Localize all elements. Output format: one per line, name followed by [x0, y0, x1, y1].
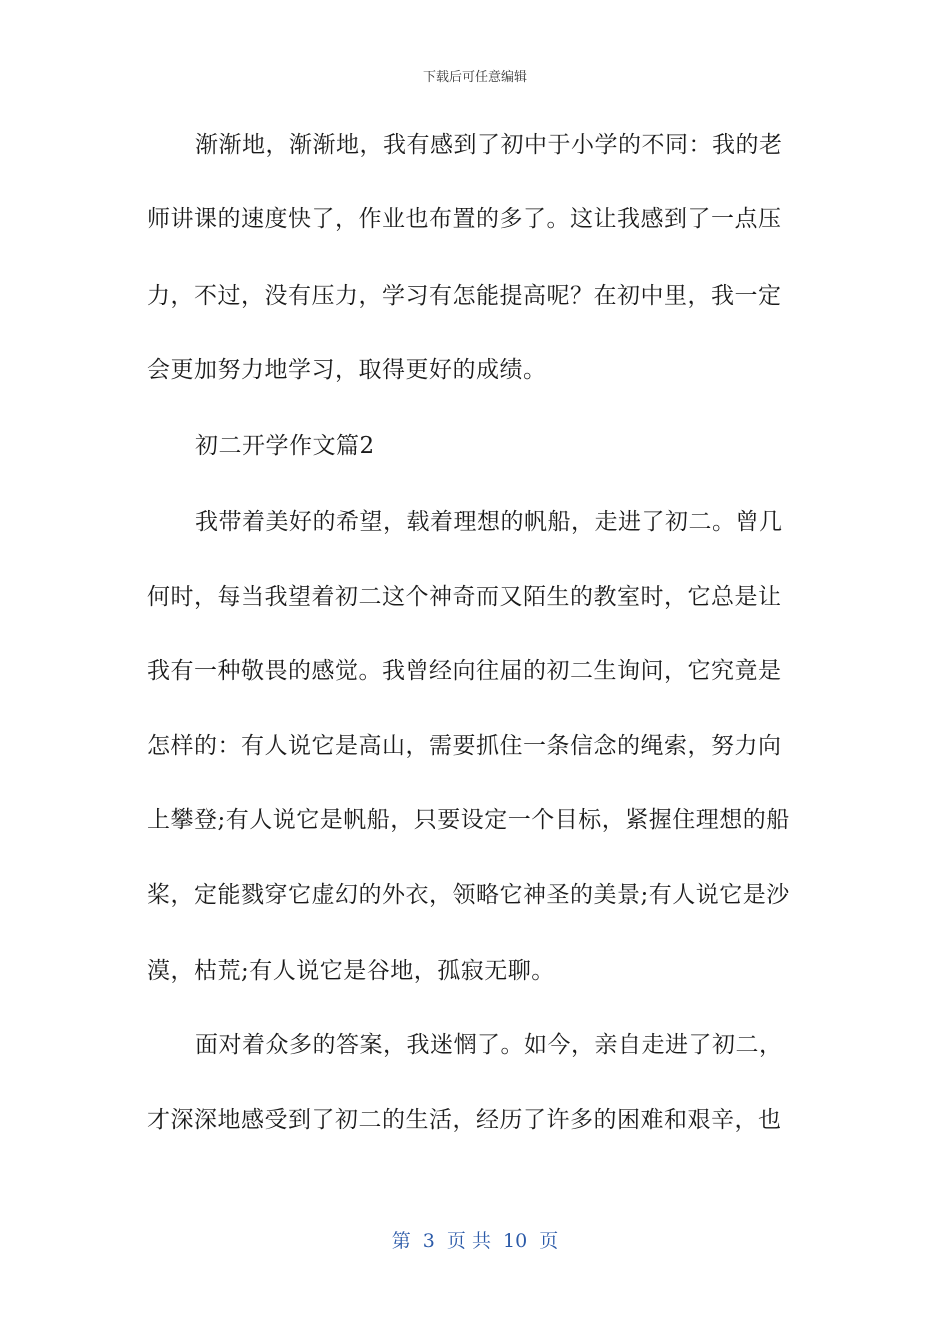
paragraph-line: 才深深地感受到了初二的生活，经历了许多的困难和艰辛，也: [147, 1107, 782, 1133]
paragraph-line: 我有一种敬畏的感觉。我曾经向往届的初二生询问，它究竟是: [147, 658, 782, 684]
page-current: 3: [422, 1230, 435, 1252]
paragraph-line: 会更加努力地学习，取得更好的成绩。: [147, 357, 547, 383]
page-header: 下载后可任意编辑: [422, 70, 527, 85]
paragraph-line: 力，不过，没有压力，学习有怎能提高呢？在初中里，我一定: [147, 283, 782, 309]
page-total: 10: [503, 1230, 528, 1252]
paragraph-line: 漠，枯荒;有人说它是谷地，孤寂无聊。: [147, 958, 555, 984]
paragraph-line: 桨，定能戮穿它虚幻的外衣，领略它神圣的美景;有人说它是沙: [147, 882, 790, 908]
page-label-prefix: 第: [391, 1230, 411, 1252]
paragraph-line: 师讲课的速度快了，作业也布置的多了。这让我感到了一点压: [147, 206, 782, 232]
section-heading: 初二开学作文篇2: [195, 433, 375, 459]
page-label-suffix: 页: [539, 1230, 559, 1252]
paragraph-line: 上攀登;有人说它是帆船，只要设定一个目标，紧握住理想的船: [147, 807, 790, 833]
paragraph-line: 怎样的：有人说它是高山，需要抓住一条信念的绳索，努力向: [147, 733, 782, 759]
paragraph-line: 我带着美好的希望，载着理想的帆船，走进了初二。曾几: [195, 509, 783, 535]
page-label-mid: 页 共: [446, 1230, 491, 1252]
paragraph-line: 何时，每当我望着初二这个神奇而又陌生的教室时，它总是让: [147, 584, 782, 610]
paragraph-line: 面对着众多的答案，我迷惘了。如今，亲自走进了初二，: [195, 1032, 783, 1058]
paragraph-line: 渐渐地，渐渐地，我有感到了初中于小学的不同：我的老: [195, 132, 783, 158]
page-footer: [0, 1226, 950, 1253]
